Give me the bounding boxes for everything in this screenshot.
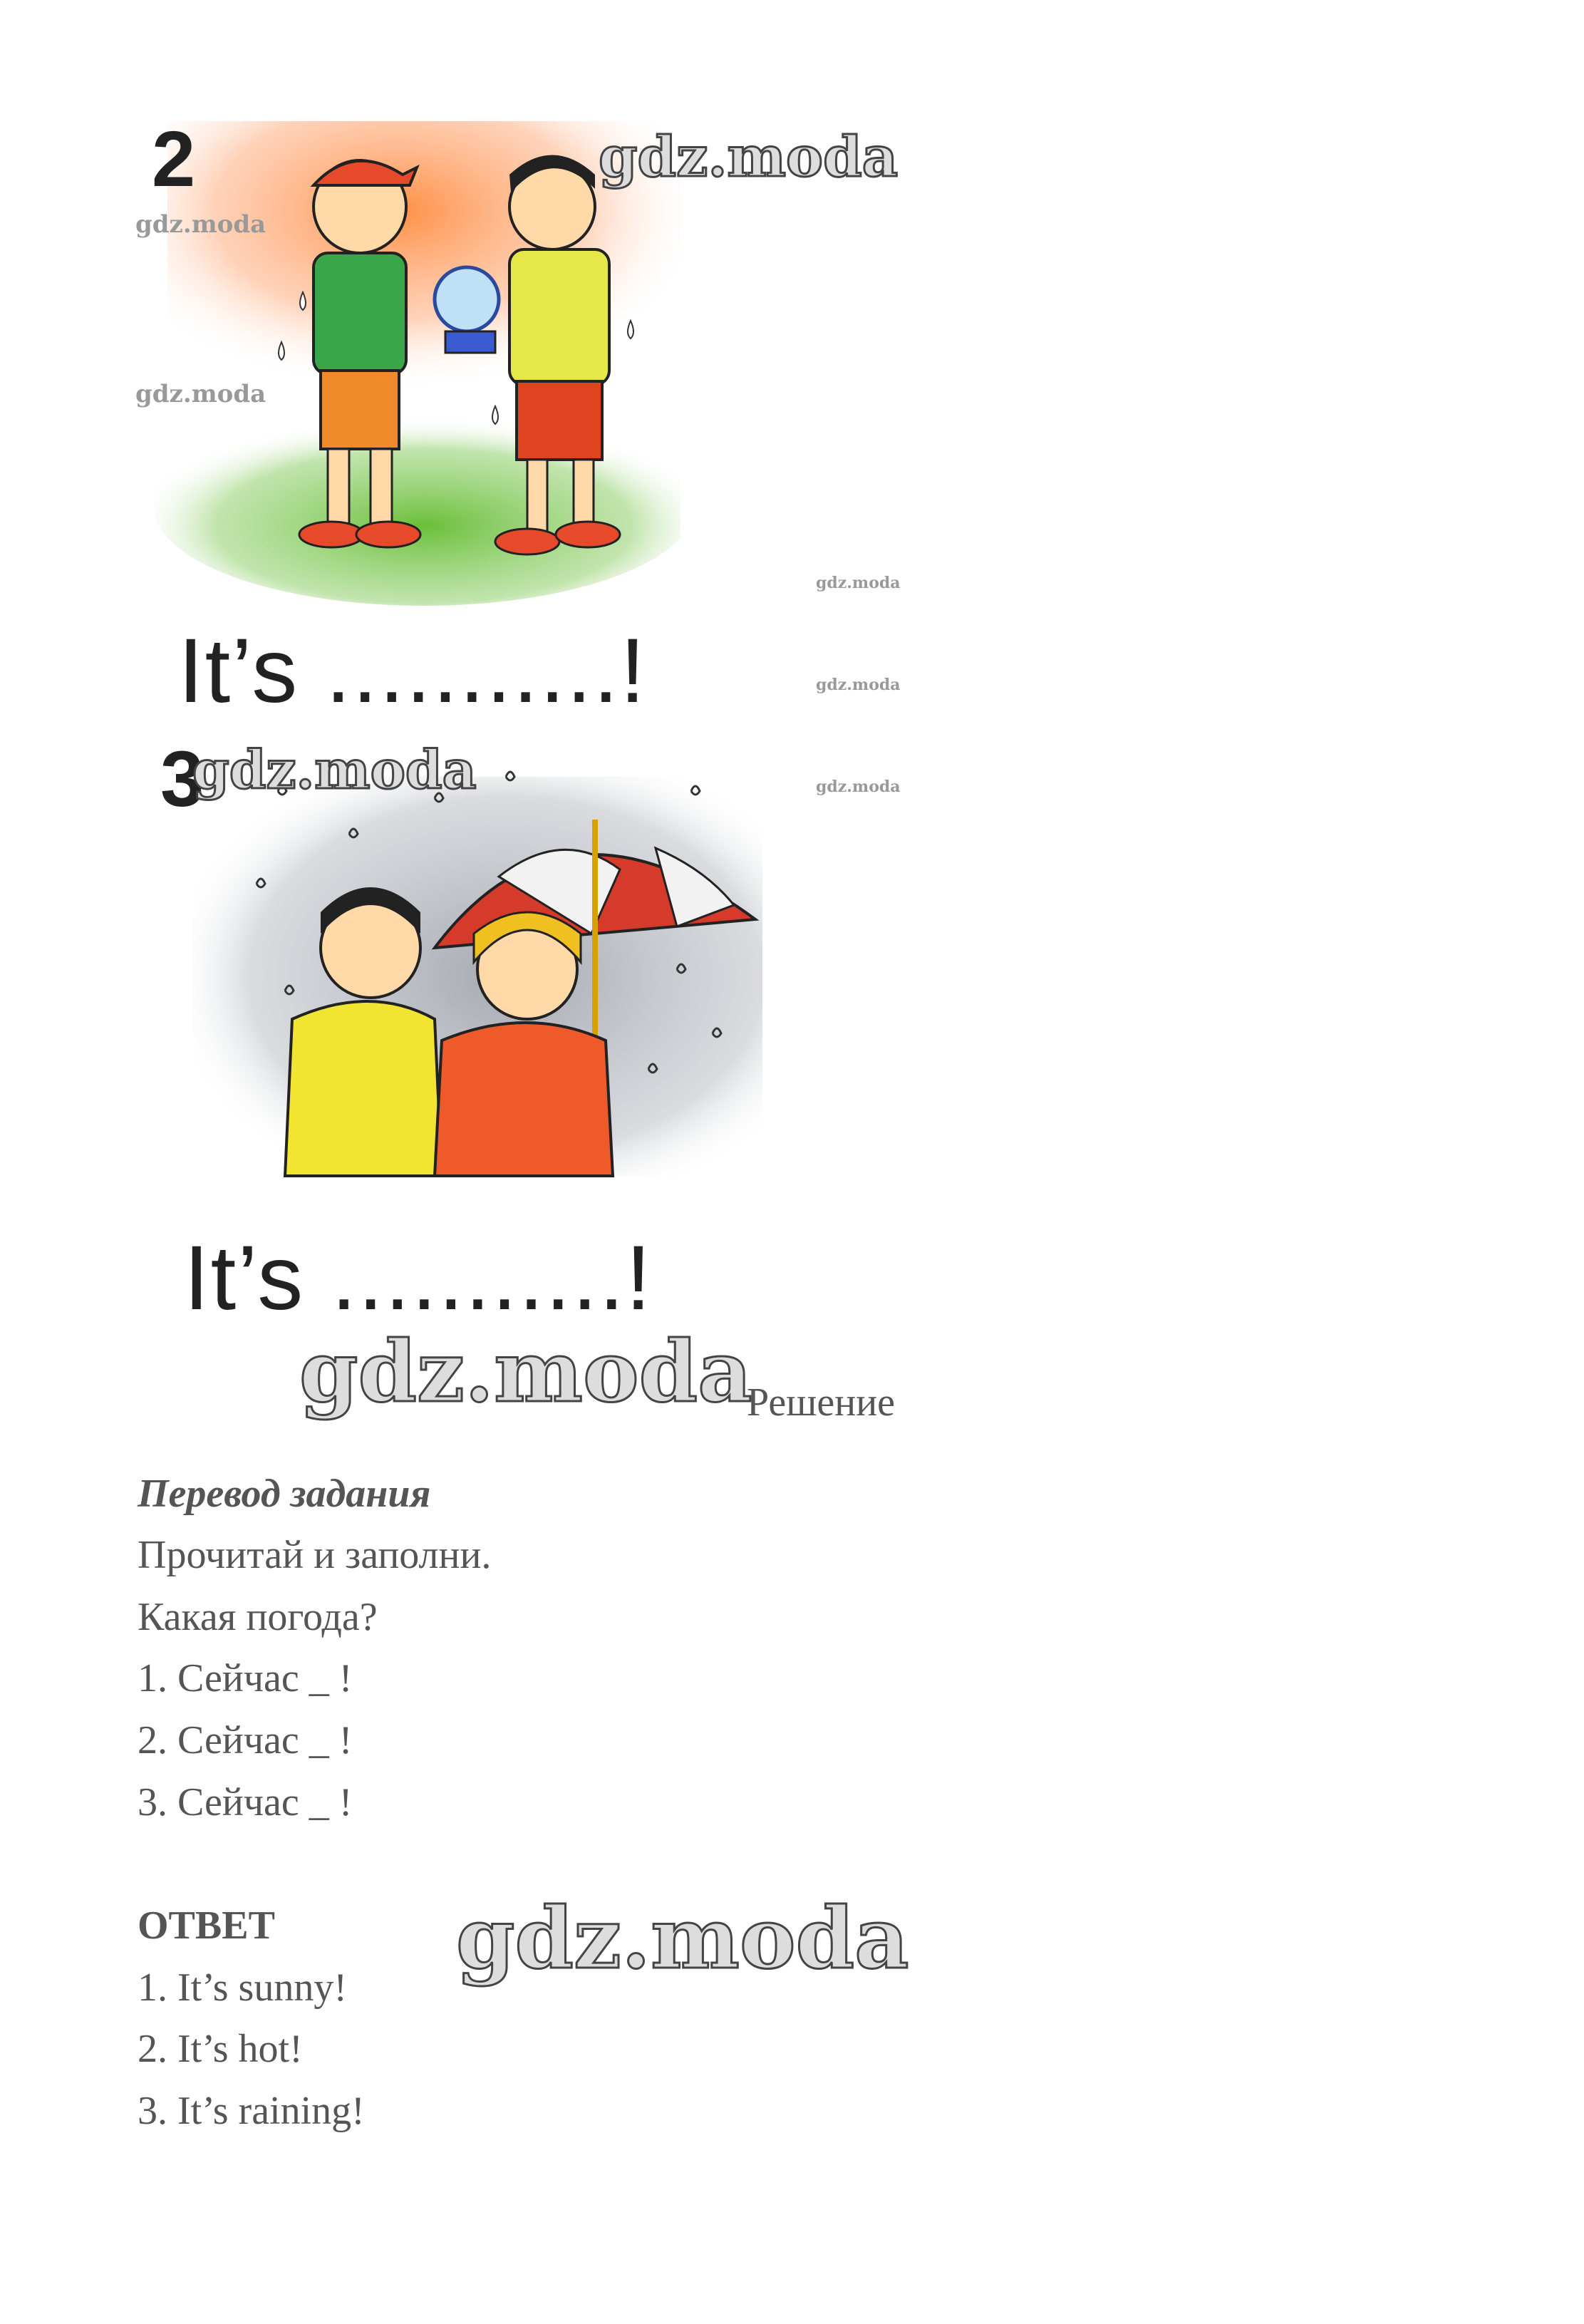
watermark-tiny-2: gdz.moda <box>816 676 901 694</box>
solution-label: Решение <box>747 1380 896 1425</box>
answer-heading: ОТВЕТ <box>138 1904 275 1948</box>
exercise-3-fill-text: It’s ...........! <box>184 1227 653 1329</box>
watermark-small-1: gdz.moda <box>135 210 266 239</box>
watermark-tiny-3: gdz.moda <box>816 778 901 796</box>
translation-line: Какая погода? <box>138 1595 378 1639</box>
answer-line: 3. It’s raining! <box>138 2089 365 2133</box>
watermark-small-2: gdz.moda <box>135 380 266 408</box>
watermark-top: gdz.moda <box>599 125 899 190</box>
translation-line: 2. Сейчас _ ! <box>138 1718 353 1762</box>
translation-line: 1. Сейчас _ ! <box>138 1656 353 1700</box>
watermark-tiny-1: gdz.moda <box>816 574 901 592</box>
answer-line: 1. It’s sunny! <box>138 1966 347 2010</box>
translation-heading: Перевод задания <box>138 1472 431 1516</box>
exercise-3-number: 3 <box>160 735 205 823</box>
answer-line: 2. It’s hot! <box>138 2027 303 2071</box>
translation-line: 3. Сейчас _ ! <box>138 1780 353 1824</box>
watermark-large: gdz.moda <box>299 1322 752 1421</box>
watermark-answer: gdz.moda <box>456 1889 909 1988</box>
watermark-mid: gdz.moda <box>192 740 477 801</box>
exercise-2-fill-text: It’s ...........! <box>178 620 647 722</box>
rain-illustration <box>192 734 762 1204</box>
translation-line: Прочитай и заполни. <box>138 1533 492 1577</box>
exercise-2-number: 2 <box>152 115 196 203</box>
